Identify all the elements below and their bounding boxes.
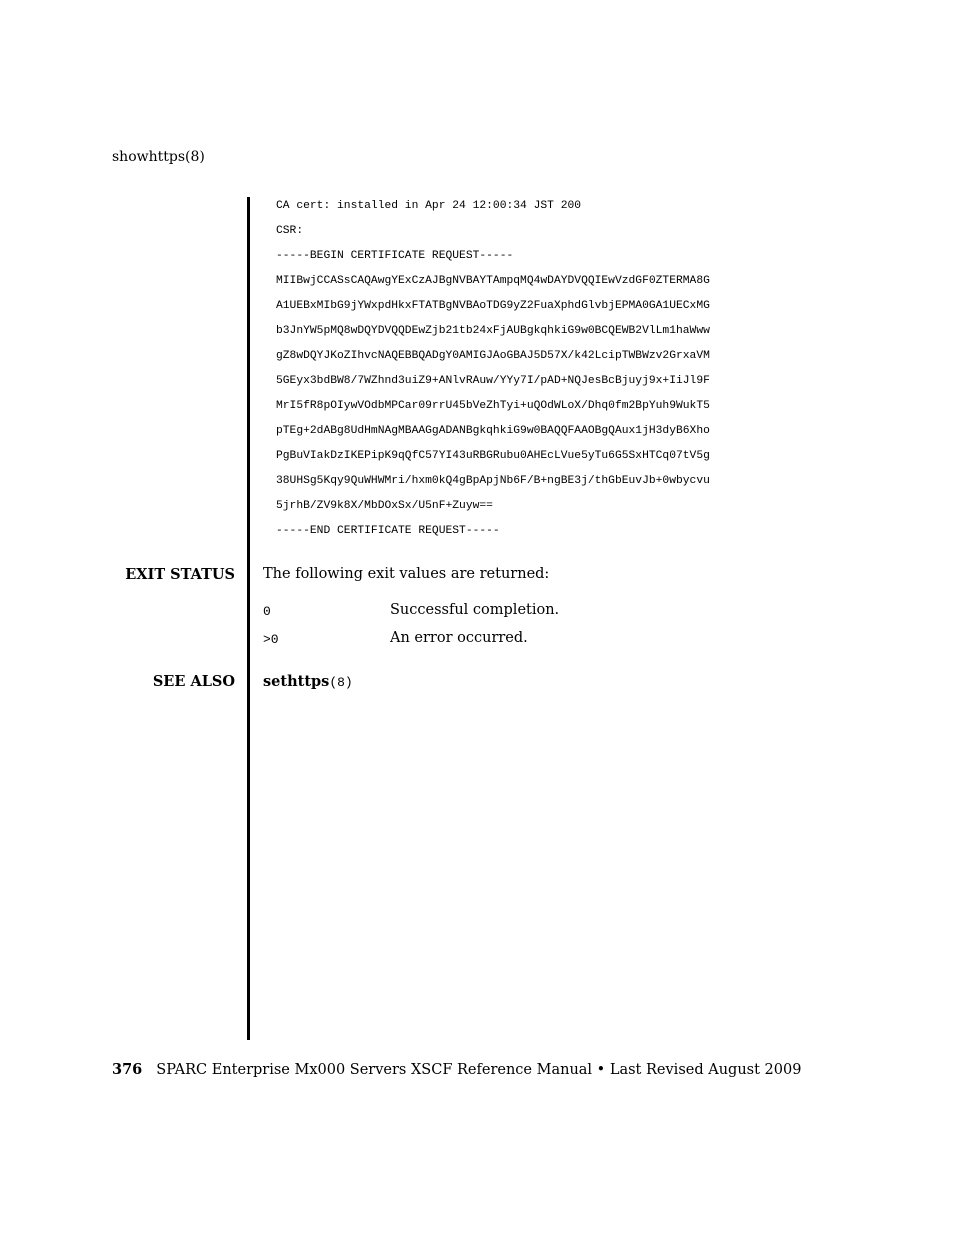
exit-description: An error occurred.	[390, 630, 528, 646]
exit-description: Successful completion.	[390, 602, 560, 618]
see-also-command-link[interactable]: sethttps	[263, 673, 330, 690]
page-number: 376	[112, 1061, 143, 1078]
exit-status-heading: EXIT STATUS	[125, 566, 235, 583]
code-line: CSR:	[276, 225, 304, 237]
exit-code: >0	[263, 632, 279, 647]
code-line: 5GEyx3bdBW8/7WZhnd3uiZ9+ANlvRAuw/YYy7I/pAD+NQJesBcBjuyj9x+IiJl9F	[276, 375, 710, 387]
code-line: A1UEBxMIbG9jYWxpdHkxFTATBgNVBAoTDG9yZ2FuaXphdGlvbjEPMA0GA1UECxMG	[276, 300, 710, 312]
see-also-section: (8)	[329, 675, 353, 690]
code-line: b3JnYW5pMQ8wDQYDVQQDEwZjb21tb24xFjAUBgkqhkiG9w0BCQEWB2VlLm1haWww	[276, 325, 710, 337]
running-head-title: showhttps(8)	[112, 149, 205, 165]
section-divider-rule	[247, 197, 250, 1040]
exit-status-intro: The following exit values are returned:	[263, 566, 550, 582]
code-line: 5jrhB/ZV9k8X/MbDOxSx/U5nF+Zuyw==	[276, 500, 493, 512]
see-also-heading: SEE ALSO	[152, 673, 235, 690]
code-line: pTEg+2dABg8UdHmNAgMBAAGgADANBgkqhkiG9w0BAQQFAAOBgQAux1jH3dyB6Xho	[276, 425, 710, 437]
code-line: gZ8wDQYJKoZIhvcNAQEBBQADgY0AMIGJAoGBAJ5D57X/k42LcipTWBWzv2GrxaVM	[276, 350, 710, 362]
footer-text: SPARC Enterprise Mx000 Servers XSCF Reference Manual • Last Revised August 2009	[156, 1062, 802, 1078]
code-line: MrI5fR8pOIywVOdbMPCar09rrU45bVeZhTyi+uQOdWLoX/Dhq0fm2BpYuh9WukT5	[276, 400, 710, 412]
code-line: -----END CERTIFICATE REQUEST-----	[276, 525, 500, 537]
page-footer	[112, 1061, 801, 1078]
code-line: CA cert: installed in Apr 24 12:00:34 JST 200	[276, 200, 582, 212]
code-line: MIIBwjCCASsCAQAwgYExCzAJBgNVBAYTAmpqMQ4wDAYDVQQIEwVzdGF0ZTERMA8G	[276, 275, 710, 287]
exit-code: 0	[263, 604, 271, 619]
code-line: PgBuVIakDzIKEPipK9qQfC57YI43uRBGRubu0AHEcLVue5yTu6G5SxHTCq07tV5g	[276, 450, 710, 462]
example-output-block	[276, 196, 710, 546]
code-line: 38UHSg5Kqy9QuWHWMri/hxm0kQ4gBpApjNb6F/B+ngBE3j/thGbEuvJb+0wbycvu	[276, 475, 710, 487]
code-line: -----BEGIN CERTIFICATE REQUEST-----	[276, 250, 514, 262]
see-also-reference	[263, 673, 353, 690]
